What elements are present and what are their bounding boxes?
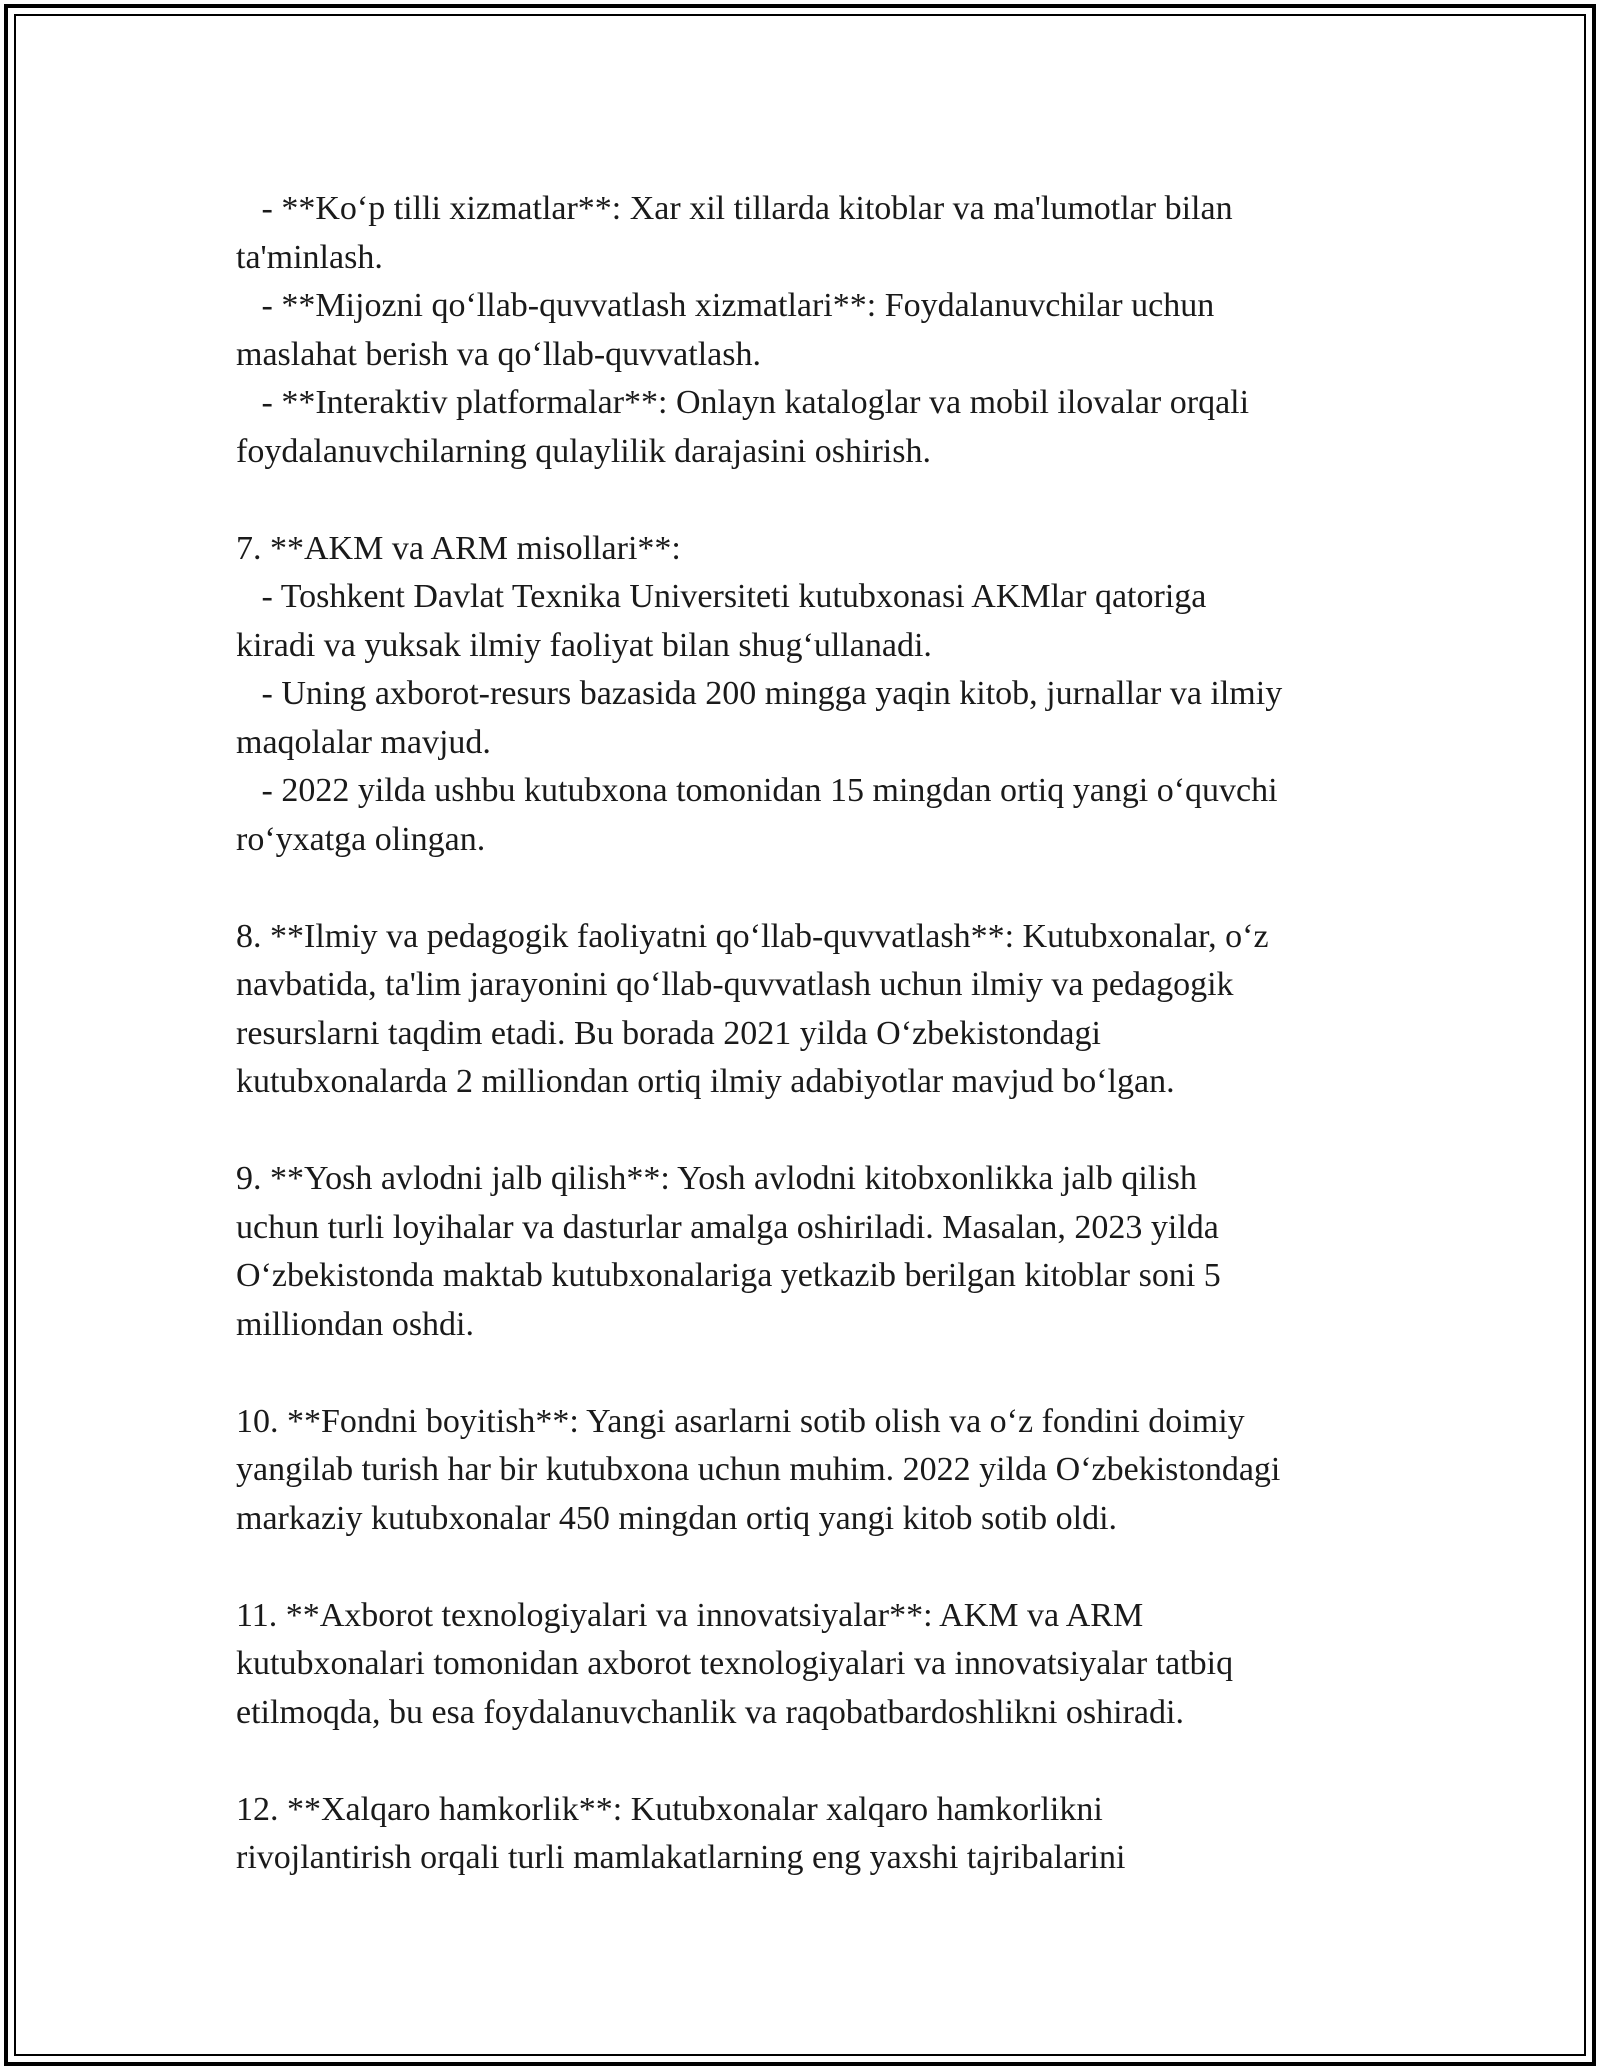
paragraph-gap	[236, 1737, 1396, 1786]
text-line: maslahat berish va qo‘llab-quvvatlash.	[236, 335, 761, 373]
text-line: markaziy kutubxonalar 450 mingdan ortiq yangi kitob sotib oldi.	[236, 1499, 1118, 1537]
section-heading-11: 11. **Axborot texnologiyalari va innovatsiyalar**: AKM va ARM	[236, 1596, 1144, 1634]
text-line: rivojlantirish orqali turli mamlakatlarning eng yaxshi tajribalarini	[236, 1839, 1126, 1876]
text-line: - **Mijozni qo‘llab-quvvatlash xizmatlari**: Foydalanuvchilar uchun	[236, 287, 1215, 324]
paragraph-gap	[236, 476, 1396, 525]
text-line: - **Interaktiv platformalar**: Onlayn kataloglar va mobil ilovalar orqali	[236, 384, 1250, 421]
text-line: - Toshkent Davlat Texnika Universiteti kutubxonasi AKMlar qatoriga	[236, 578, 1207, 615]
text-line: kutubxonalari tomonidan axborot texnologiyalari va innovatsiyalar tatbiq	[236, 1645, 1234, 1682]
text-line: O‘zbekistonda maktab kutubxonalariga yetkazib berilgan kitoblar soni 5	[236, 1257, 1221, 1294]
text-line: yangilab turish har bir kutubxona uchun muhim. 2022 yilda O‘zbekistondagi	[236, 1451, 1281, 1488]
text-line: - 2022 yilda ushbu kutubxona tomonidan 15 mingdan ortiq yangi o‘quvchi	[236, 772, 1278, 809]
text-line: kutubxonalarda 2 milliondan ortiq ilmiy adabiyotlar mavjud bo‘lgan.	[236, 1063, 1175, 1100]
document-body	[236, 185, 1396, 1883]
paragraph-gap	[236, 1349, 1396, 1398]
text-line: resurslarni taqdim etadi. Bu borada 2021 yilda O‘zbekistondagi	[236, 1014, 1101, 1052]
section-heading-10: 10. **Fondni boyitish**: Yangi asarlarni sotib olish va o‘z fondini doimiy	[236, 1402, 1245, 1440]
text-line: navbatida, ta'lim jarayonini qo‘llab-quvvatlash uchun ilmiy va pedagogik	[236, 966, 1234, 1003]
text-line: uchun turli loyihalar va dasturlar amalga oshiriladi. Masalan, 2023 yilda	[236, 1208, 1219, 1246]
text-line: ta'minlash.	[236, 238, 383, 276]
section-heading-8: 8. **Ilmiy va pedagogik faoliyatni qo‘llab-quvvatlash**: Kutubxonalar, o‘z	[236, 917, 1269, 955]
section-heading-9: 9. **Yosh avlodni jalb qilish**: Yosh avlodni kitobxonlikka jalb qilish	[236, 1160, 1197, 1197]
section-heading-12: 12. **Xalqaro hamkorlik**: Kutubxonalar xalqaro hamkorlikni	[236, 1790, 1103, 1828]
paragraph-gap	[236, 1543, 1396, 1592]
text-line: ro‘yxatga olingan.	[236, 820, 486, 858]
text-line: milliondan oshdi.	[236, 1305, 474, 1343]
text-line: foydalanuvchilarning qulaylilik darajasini oshirish.	[236, 432, 931, 470]
paragraph-gap	[236, 1107, 1396, 1156]
paragraph-gap	[236, 864, 1396, 913]
text-line: - Uning axborot-resurs bazasida 200 mingga yaqin kitob, jurnallar va ilmiy	[236, 675, 1283, 712]
text-line: - **Ko‘p tilli xizmatlar**: Xar xil tillarda kitoblar va ma'lumotlar bilan	[236, 190, 1233, 227]
text-line: etilmoqda, bu esa foydalanuvchanlik va raqobatbardoshlikni oshiradi.	[236, 1693, 1184, 1731]
text-line: maqolalar mavjud.	[236, 723, 491, 761]
section-heading-7: 7. **AKM va ARM misollari**:	[236, 529, 681, 567]
text-line: kiradi va yuksak ilmiy faoliyat bilan shug‘ullanadi.	[236, 626, 932, 664]
